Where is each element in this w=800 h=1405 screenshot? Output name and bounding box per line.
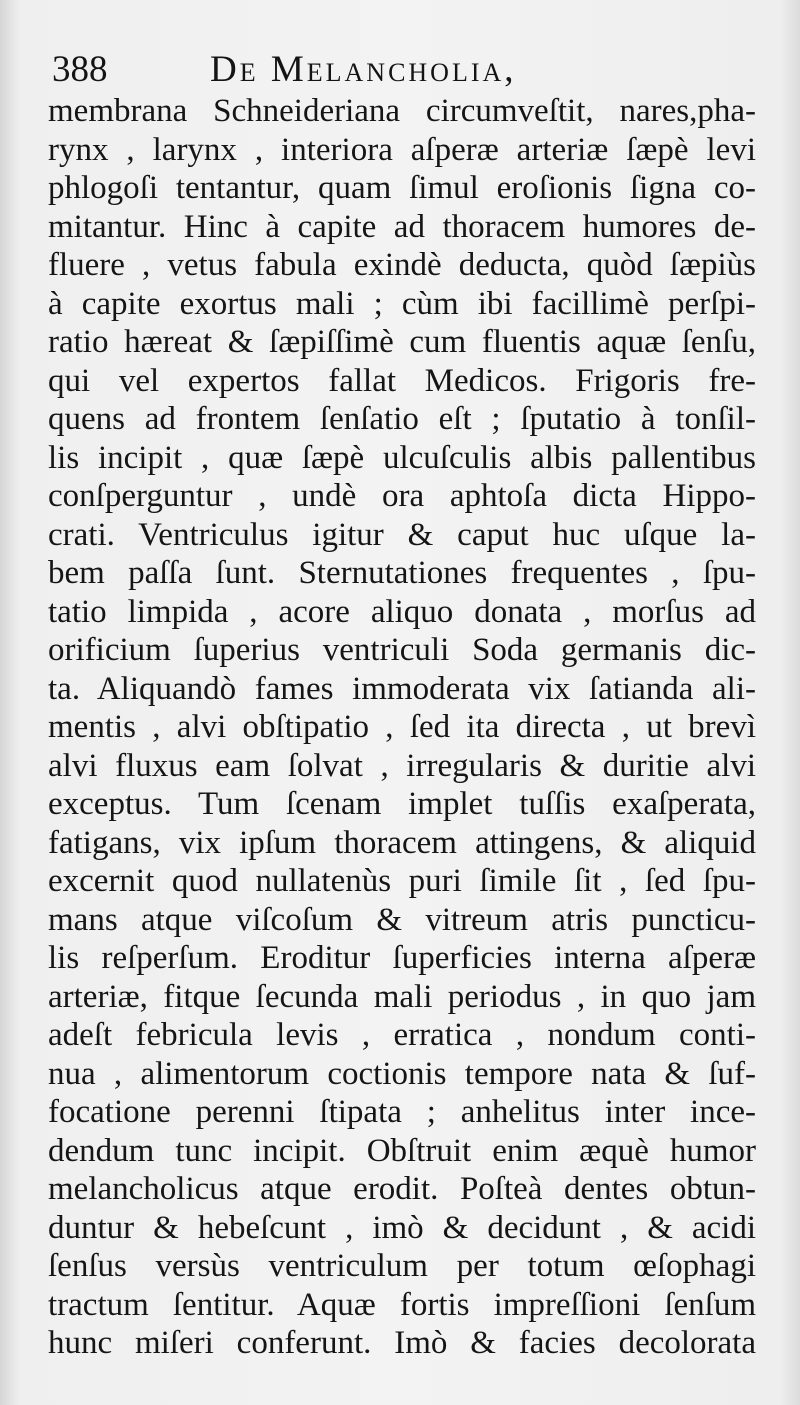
text-line: excernit quod nullatenùs puri ſimile ſit , ſed ſpu- <box>48 863 756 899</box>
text-line: dendum tunc incipit. Obſtruit enim æquè humor <box>48 1132 756 1169</box>
text-line: rynx , larynx , interiora aſperæ arteriæ ſæpè levi <box>48 131 756 168</box>
text-line: focatione perenni ſtipata ; anhelitus inter ince- <box>48 1094 756 1130</box>
text-line: à capite exortus mali ; cùm ibi facillimè perſpi- <box>48 285 756 322</box>
text-line: hunc miſeri conferunt. Imò & facies decolorata <box>48 1325 756 1361</box>
text-line: membrana Schneideriana circumveſtit, nares,pha- <box>48 93 756 129</box>
text-line: alvi fluxus eam ſolvat , irregularis & duritie alvi <box>48 747 756 784</box>
body-text <box>48 92 756 1363</box>
text-line: tractum ſentitur. Aquæ fortis impreſſioni ſenſum <box>48 1286 756 1323</box>
text-line: arteriæ, fitque ſecunda mali periodus , in quo jam <box>48 978 756 1015</box>
running-title: De Melancholia, <box>210 49 517 90</box>
text-line: bem paſſa ſunt. Sternutationes frequentes , ſpu- <box>48 555 756 591</box>
text-line: lis incipit , quæ ſæpè ulcuſculis albis pallentibus <box>48 439 756 476</box>
text-line: mitantur. Hinc à capite ad thoracem humores de- <box>48 208 756 245</box>
text-line: tatio limpida , acore aliquo donata , morſus ad <box>48 593 756 630</box>
text-line: ta. Aliquandò fames immoderata vix ſatianda ali- <box>48 670 756 707</box>
text-line: conſperguntur , undè ora aphtoſa dicta Hippo- <box>48 478 756 514</box>
text-line: exceptus. Tum ſcenam implet tuſſis exaſperata, <box>48 786 756 822</box>
text-line: duntur & hebeſcunt , imò & decidunt , & acidi <box>48 1209 756 1246</box>
text-line: fatigans, vix ipſum thoracem attingens, & aliquid <box>48 824 756 861</box>
text-line: orificium ſuperius ventriculi Soda germanis dic- <box>48 632 756 668</box>
text-line: qui vel expertos fallat Medicos. Frigoris fre- <box>48 362 756 399</box>
text-line: fluere , vetus fabula exindè deducta, quòd ſæpiùs <box>48 247 756 283</box>
text-line: ſenſus versùs ventriculum per totum œſophagi <box>48 1248 756 1284</box>
text-line: lis reſperſum. Eroditur ſuperficies interna aſperæ <box>48 940 756 976</box>
page-header <box>0 38 800 98</box>
text-line: crati. Ventriculus igitur & caput huc uſque la- <box>48 516 756 553</box>
text-line: mans atque viſcoſum & vitreum atris puncticu- <box>48 901 756 938</box>
text-line: melancholicus atque erodit. Poſteà dentes obtun- <box>48 1171 756 1207</box>
text-line: quens ad frontem ſenſatio eſt ; ſputatio à tonſil- <box>48 401 756 437</box>
page-number: 388 <box>52 49 108 90</box>
text-line: nua , alimentorum coctionis tempore nata & ſuf- <box>48 1055 756 1092</box>
text-line: phlogoſi tentantur, quam ſimul eroſionis ſigna co- <box>48 170 756 206</box>
text-line: ratio hæreat & ſæpiſſimè cum fluentis aquæ ſenſu, <box>48 324 756 360</box>
text-line: mentis , alvi obſtipatio , ſed ita directa , ut brevì <box>48 709 756 745</box>
text-line: adeſt febricula levis , erratica , nondum conti- <box>48 1017 756 1053</box>
